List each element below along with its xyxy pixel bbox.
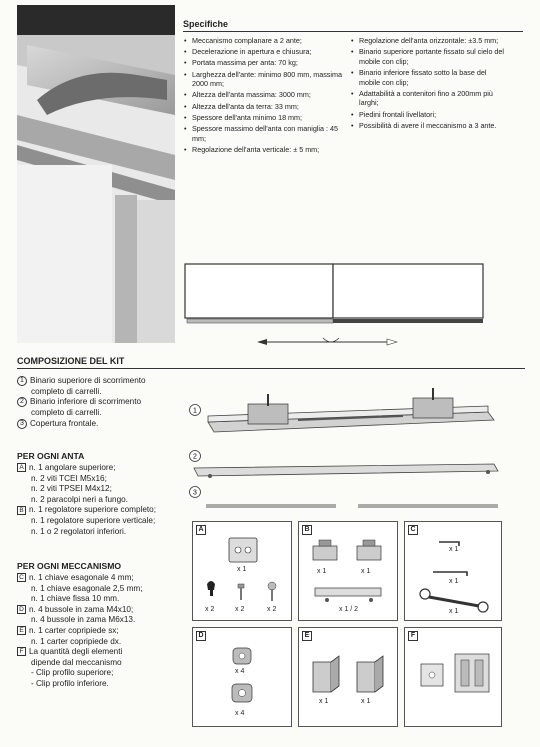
spec-item: • Spessore massimo dell'anta con maniglia : 45 mm; xyxy=(183,124,345,143)
spec-item: • Meccanismo complanare a 2 ante; xyxy=(183,36,345,46)
upper-rail xyxy=(208,388,494,432)
front-cover xyxy=(206,504,498,508)
per-meccanismo-list: C n. 1 chiave esagonale 4 mm; n. 1 chiave esagonale 2,5 mm; n. 1 chiave fissa 10 mm. D n. 4 bussole in zama M4x10; n. 4 bussole in zama M6x13. E n. 1 carter copripiede sx; n. 1 carter copripiede dx. F La quantità degli elementi dipende dal meccanismo - Clip profilo superiore; - Clip profilo inferiore. xyxy=(17,573,182,690)
letter-badge: C xyxy=(17,573,26,582)
spec-item: • Spessore dell'anta minimo 18 mm; xyxy=(183,113,345,123)
quantity-label: x 4 xyxy=(235,668,245,675)
number-badge: 1 xyxy=(17,376,27,386)
quantity-label: x 2 xyxy=(267,606,277,613)
quantity-label: x 4 xyxy=(235,710,245,717)
spec-item: • Piedini frontali livellatori; xyxy=(350,110,506,120)
number-badge: 2 xyxy=(17,397,27,407)
letter-badge: A xyxy=(17,463,26,472)
spec-item: • Possibilità di avere il meccanismo a 3 ante. xyxy=(350,121,506,131)
quantity-label: x 2 xyxy=(205,606,215,613)
quantity-label: x 1 xyxy=(449,546,459,553)
component-box-d xyxy=(192,627,292,727)
spec-item: • Regolazione dell'anta verticale: ± 5 mm; xyxy=(183,145,345,155)
rails-diagram xyxy=(188,376,518,516)
component-box-f xyxy=(404,627,502,727)
quantity-label: x 1 xyxy=(317,568,327,575)
box-label: A xyxy=(196,525,206,535)
box-label: B xyxy=(302,525,312,535)
specs-list-right xyxy=(350,36,506,132)
kit-item: 3 Copertura frontale. xyxy=(17,419,182,430)
quantity-label: x 1 xyxy=(319,698,329,705)
quantity-label: x 1 xyxy=(237,566,247,573)
letter-badge: D xyxy=(17,605,26,614)
rail-3-number: 3 xyxy=(193,489,197,497)
per-meccanismo-title: PER OGNI MECCANISMO xyxy=(17,561,122,571)
lower-rail xyxy=(194,464,498,478)
component-box-a xyxy=(192,521,292,621)
letter-badge: F xyxy=(17,647,26,656)
box-label: C xyxy=(408,525,418,535)
quantity-label: x 2 xyxy=(235,606,245,613)
spec-item: • Regolazione dell'anta orizzontale: ±3.5 mm; xyxy=(350,36,506,46)
component-box-b xyxy=(298,521,398,621)
spec-item: • Binario superiore portante fissato sul cielo del mobile con clip; xyxy=(350,47,506,66)
quantity-label: x 1 xyxy=(361,698,371,705)
kit-title: COMPOSIZIONE DEL KIT xyxy=(17,356,525,369)
spec-item: • Portata massima per anta: 70 kg; xyxy=(183,58,345,68)
specs-title: Specifiche xyxy=(183,19,523,32)
quantity-label: x 1 xyxy=(449,608,459,615)
spec-item: • Adattabilità a contenitori fino a 200mm più larghi; xyxy=(350,89,506,108)
quantity-label: x 1 / 2 xyxy=(339,606,359,613)
product-photo xyxy=(17,5,175,343)
rail-2-number: 2 xyxy=(193,453,197,461)
rail-1-number: 1 xyxy=(193,407,197,415)
spec-item: • Altezza dell'anta da terra: 33 mm; xyxy=(183,102,345,112)
cabinet-diagram xyxy=(183,262,487,352)
component-box-c xyxy=(404,521,502,621)
spec-item: • Decelerazione in apertura e chiusura; xyxy=(183,47,345,57)
kit-item: 1 Binario superiore di scorrimento xyxy=(17,376,182,387)
kit-item: 2 Binario inferiore di scorrimento xyxy=(17,397,182,408)
box-label: F xyxy=(408,631,418,641)
letter-badge: E xyxy=(17,626,26,635)
specs-list-left xyxy=(183,36,345,156)
number-badge: 3 xyxy=(17,419,27,429)
per-anta-list: A n. 1 angolare superiore; n. 2 viti TCEI M5x16; n. 2 viti TPSEI M4x12; n. 2 paracolpi neri a fungo. B n. 1 regolatore superiore completo; n. 1 regolatore superiore verticale; n. 1 o 2 regolatori inferiori. xyxy=(17,463,182,537)
box-label: E xyxy=(302,631,312,641)
spec-item: • Larghezza dell'ante: minimo 800 mm, massima 2000 mm; xyxy=(183,70,345,89)
component-box-e xyxy=(298,627,398,727)
box-label: D xyxy=(196,631,206,641)
spec-item: • Binario inferiore fissato sotto la base del mobile con clip; xyxy=(350,68,506,87)
kit-list: 1 Binario superiore di scorrimento completo di carrelli. 2 Binario inferiore di scorrimento completo di carrelli. 3 Copertura frontale. xyxy=(17,376,182,429)
spec-item: • Altezza dell'anta massima: 3000 mm; xyxy=(183,90,345,100)
quantity-label: x 1 xyxy=(361,568,371,575)
quantity-label: x 1 xyxy=(449,578,459,585)
per-anta-title: PER OGNI ANTA xyxy=(17,451,85,461)
letter-badge: B xyxy=(17,506,26,515)
